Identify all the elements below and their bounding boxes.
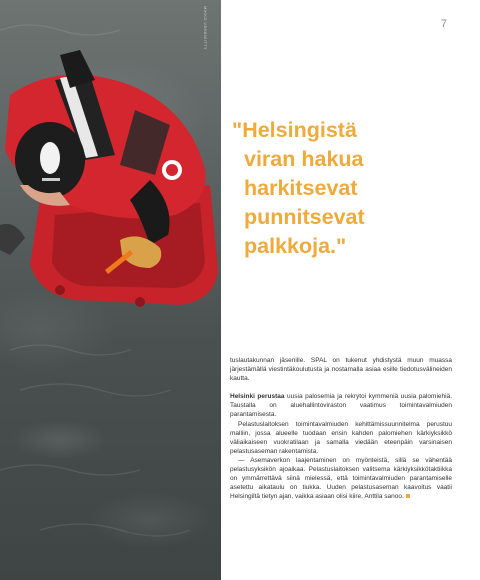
article-paragraph: tuslautakunnan jäsenille. SPAL on tukenut yhdistystä muun muassa järjestämällä viestintäkoulutusta ja nostamalla asiaa esille tiedotusvälineiden kautta. [230, 357, 452, 383]
photo-credit: MIKKO VÄHÄNIITTY [203, 6, 208, 50]
rescuer-on-ice-illustration [0, 0, 221, 580]
article-paragraph [230, 456, 452, 501]
article-body [230, 356, 452, 501]
paragraph-text: — Asemaverkon laajentaminen on myönteistä, sillä se vähentää pelastusyksikön ajoaikaa. Pelastuslaitoksen valitsema kärkiyksikkötaktiikka on ymmärrettävä siinä mielessä, että toimintavalmiuden parantamiselle asetettu aikataulu on tiukka. Uuden pelastusaseman kaavoitus vaatii Helsingiltä tietyn ajan, vaikka asiaan olisi kiire, Anttila sanoo. [230, 456, 452, 501]
pull-quote-line: viran hakua [244, 147, 364, 171]
article-paragraph [230, 392, 452, 419]
pull-quote-line: palkkoja." [244, 234, 347, 258]
pull-quote-line: "Helsingistä [232, 118, 357, 142]
paragraph-lead-in: Helsinki perustaa [230, 393, 285, 401]
pull-quote-line: harkitsevat [244, 176, 358, 200]
pull-quote-line: punnitsevat [244, 205, 365, 229]
page-number: 7 [440, 18, 447, 30]
pull-quote [232, 116, 452, 261]
paragraph-text: uusia palosemia ja rekrytoi kymmeniä uusia palomiehiä. Taustalla on aluehallintoviraston vaatimus toimintavalmiuden parantamisesta. [230, 393, 453, 419]
article-paragraph: Pelastuslaitoksen toimintavalmiuden kehittämissuunnitelma perustuu malliin, jossa alueelle tuodaan ensin kahden palomiehen kärkiyksikkö väliaikaiseen vuokratilaan ja samalla viedään eteenpäin varsinaisen pelastusaseman rakentamista. [230, 420, 452, 455]
rescue-photo [0, 0, 221, 580]
end-of-article-mark [406, 494, 410, 498]
